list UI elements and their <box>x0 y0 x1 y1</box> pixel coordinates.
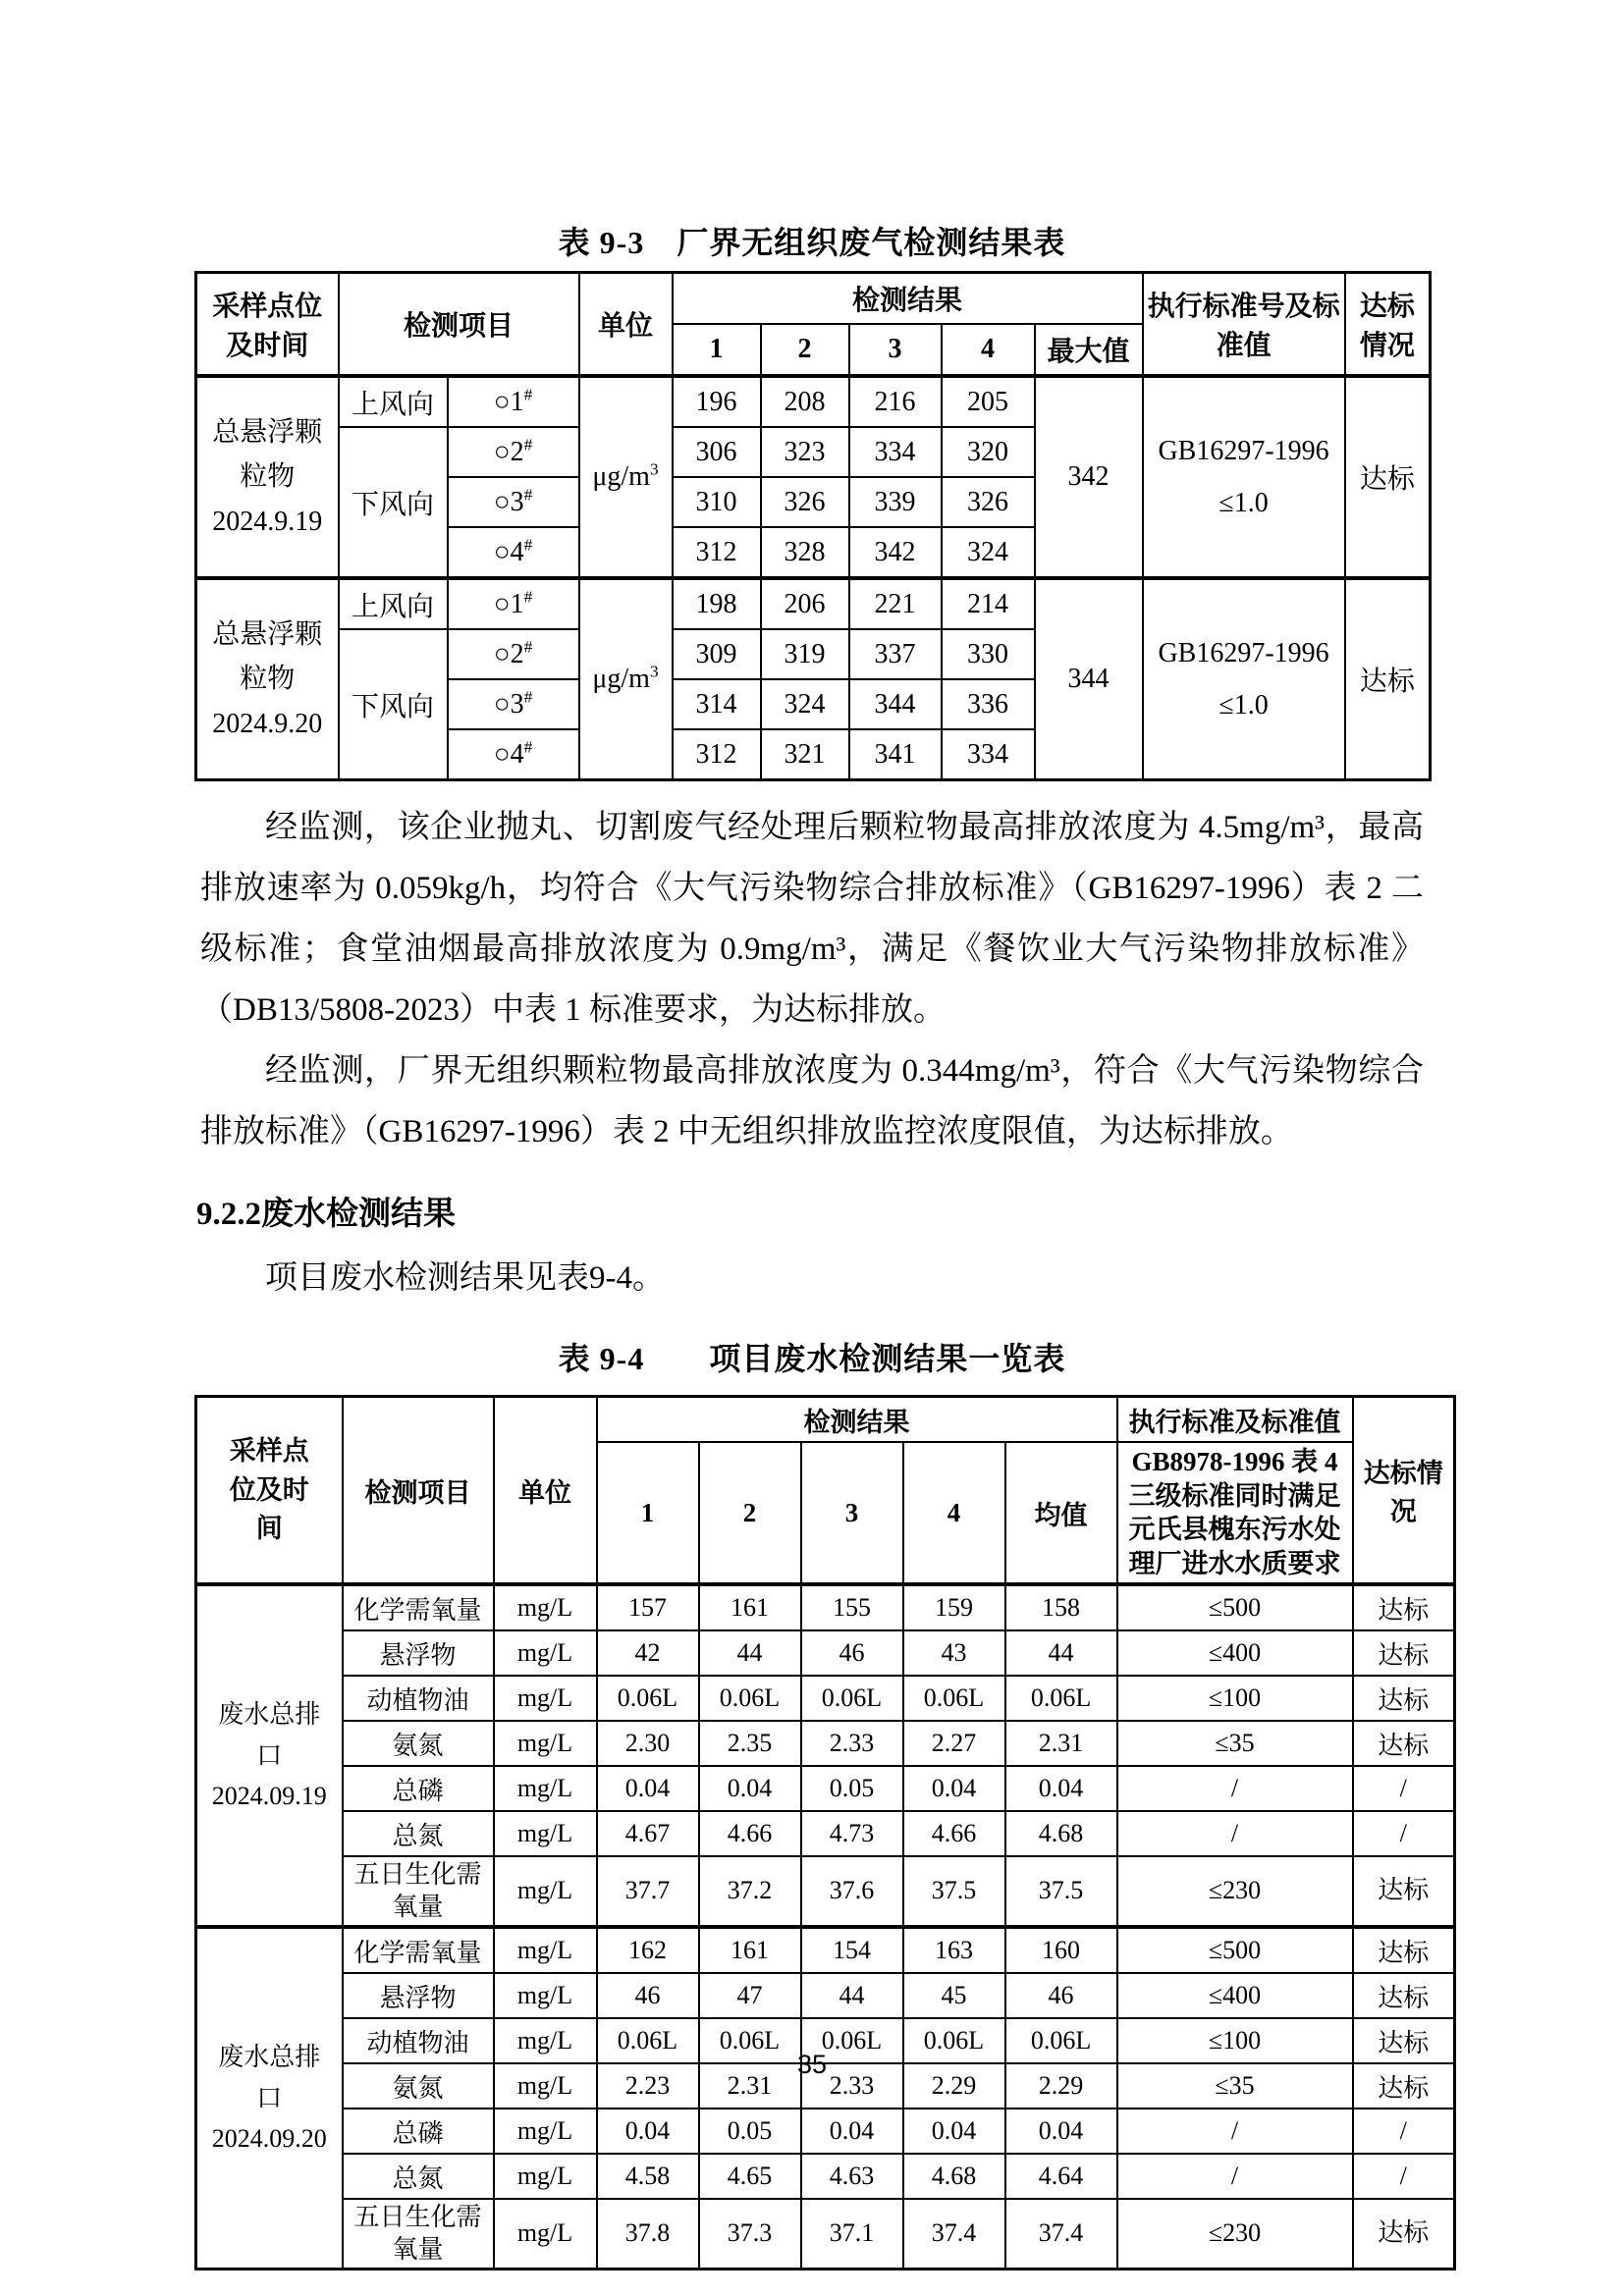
result-cell: 155 <box>801 1584 903 1630</box>
table2-header-row-1 <box>196 1397 1455 1443</box>
standard-cell: ≤100 <box>1117 1676 1353 1721</box>
analysis-paragraph-2: 经监测，厂界无组织颗粒物最高排放浓度为 0.344mg/m³，符合《大气污染物综合排放标准》（GB16297-1996）表 2 中无组织排放监控浓度限值，为达标排放。 <box>200 1053 1424 1149</box>
wind-direction: 上风向 <box>339 578 448 629</box>
result-cell: 0.06L <box>801 1676 903 1721</box>
result-cell: 205 <box>942 376 1035 427</box>
result-cell: 214 <box>942 578 1035 629</box>
standard-cell: ≤230 <box>1117 2199 1353 2269</box>
result-cell: 37.7 <box>597 1856 699 1927</box>
unit-cell: mg/L <box>494 2199 597 2269</box>
point-label <box>448 376 579 427</box>
result-cell: 162 <box>597 1927 699 1973</box>
t2-header-item: 检测项目 <box>343 1397 494 1585</box>
result-cell: 37.5 <box>903 1856 1005 1927</box>
result-cell: 341 <box>849 729 942 780</box>
sample-date: 2024.09.19 <box>211 1782 327 1811</box>
item-cell: 五日生化需氧量 <box>343 2199 494 2269</box>
result-cell: 4.66 <box>699 1811 801 1856</box>
standard-cell: ≤400 <box>1117 1630 1353 1676</box>
result-cell: 309 <box>673 629 761 679</box>
result-cell: 326 <box>761 477 849 527</box>
mean-cell: 44 <box>1005 1630 1117 1676</box>
table-row <box>196 2154 1455 2199</box>
sample-name: 总悬浮颗粒物 <box>212 416 323 493</box>
result-cell: 0.04 <box>597 1766 699 1811</box>
item-cell: 氨氮 <box>343 1721 494 1766</box>
t2-header-num-3: 3 <box>801 1442 903 1584</box>
result-cell: 0.05 <box>801 1766 903 1811</box>
page-content <box>194 0 1443 2270</box>
point-base: ○3 <box>493 486 524 517</box>
result-cell: 2.33 <box>801 2063 903 2109</box>
table1-title: 表 9-3 厂界无组织废气检测结果表 <box>558 225 1066 260</box>
point-sup: # <box>523 687 533 707</box>
mean-cell: 0.04 <box>1005 1766 1117 1811</box>
unit-sup: 3 <box>649 662 659 681</box>
table1-header-row-1 <box>196 273 1431 325</box>
result-cell: 337 <box>849 629 942 679</box>
item-cell: 五日生化需氧量 <box>343 1856 494 1927</box>
table-row <box>196 1856 1455 1927</box>
result-cell: 2.27 <box>903 1721 1005 1766</box>
mean-cell: 158 <box>1005 1584 1117 1630</box>
compliance-cell: 达标 <box>1353 1927 1455 1973</box>
mean-cell: 0.04 <box>1005 2109 1117 2154</box>
standard-cell: / <box>1117 1766 1353 1811</box>
unit-cell: mg/L <box>494 1584 597 1630</box>
result-cell: 44 <box>801 1973 903 2018</box>
unit-cell: mg/L <box>494 1927 597 1973</box>
result-cell: 2.30 <box>597 1721 699 1766</box>
item-cell: 悬浮物 <box>343 1630 494 1676</box>
item-cell: 氨氮 <box>343 2063 494 2109</box>
result-cell: 310 <box>673 477 761 527</box>
unit-cell: mg/L <box>494 1630 597 1676</box>
result-cell: 336 <box>942 679 1035 729</box>
t2-header-unit: 单位 <box>494 1397 597 1585</box>
compliance-cell: 达标 <box>1353 1721 1455 1766</box>
result-cell: 37.3 <box>699 2199 801 2269</box>
result-cell: 4.67 <box>597 1811 699 1856</box>
item-cell: 总氮 <box>343 1811 494 1856</box>
sample-date: 2024.09.20 <box>211 2124 327 2154</box>
analysis-paragraph-1: 经监测，该企业抛丸、切割废气经处理后颗粒物最高排放浓度为 4.5mg/m³，最高排放速率为 0.059kg/h，均符合《大气污染物综合排放标准》（GB16297-1996）表 2 二级标准；食堂油烟最高排放浓度为 0.9mg/m³，满足《餐饮业大气污染物排放标准》（DB13/5808-2023）中表 1 标准要求，为达标排放。 <box>200 810 1424 1028</box>
result-cell: 334 <box>849 427 942 477</box>
table-row <box>196 1811 1455 1856</box>
point-base: ○4 <box>493 738 524 770</box>
mean-cell: 4.68 <box>1005 1811 1117 1856</box>
t1-header-standard: 执行标准号及标准值 <box>1143 273 1345 377</box>
point-sup: # <box>523 737 533 757</box>
compliance-cell: 达标 <box>1353 2199 1455 2269</box>
unit-cell: mg/L <box>494 2063 597 2109</box>
standard-limit: ≤1.0 <box>1218 488 1269 518</box>
point-base: ○2 <box>493 436 524 467</box>
point-sup: # <box>523 535 533 555</box>
item-cell: 总磷 <box>343 1766 494 1811</box>
result-cell: 319 <box>761 629 849 679</box>
result-cell: 0.06L <box>699 1676 801 1721</box>
result-cell: 2.35 <box>699 1721 801 1766</box>
unit-sup: 3 <box>649 459 659 479</box>
wind-direction: 下风向 <box>339 629 448 780</box>
table-row <box>196 1766 1455 1811</box>
t1-g1-sample-cell <box>196 376 339 578</box>
result-cell: 320 <box>942 427 1035 477</box>
unit-cell: mg/L <box>494 1973 597 2018</box>
result-cell: 163 <box>903 1927 1005 1973</box>
result-cell: 0.04 <box>903 2109 1005 2154</box>
result-cell: 324 <box>761 679 849 729</box>
result-cell: 221 <box>849 578 942 629</box>
table-row <box>196 1721 1455 1766</box>
section-intro: 项目废水检测结果见表9-4。 <box>265 1260 665 1296</box>
compliance-cell: / <box>1353 2109 1455 2154</box>
t2-g2-sample-cell <box>196 1927 343 2269</box>
mean-cell: 37.5 <box>1005 1856 1117 1927</box>
result-cell: 196 <box>673 376 761 427</box>
result-cell: 0.06L <box>597 2018 699 2063</box>
standard-limit: ≤1.0 <box>1218 690 1269 721</box>
t1-header-compliance: 达标情况 <box>1345 273 1431 377</box>
unit-cell: mg/L <box>494 2154 597 2199</box>
result-cell: 157 <box>597 1584 699 1630</box>
result-cell: 324 <box>942 527 1035 578</box>
result-cell: 37.1 <box>801 2199 903 2269</box>
standard-code: GB16297-1996 <box>1158 637 1329 668</box>
unit-cell: mg/L <box>494 1676 597 1721</box>
compliance-cell: 达标 <box>1353 1676 1455 1721</box>
result-cell: 216 <box>849 376 942 427</box>
unit-cell <box>579 578 673 780</box>
result-cell: 312 <box>673 729 761 780</box>
result-cell: 314 <box>673 679 761 729</box>
compliance-cell: 达标 <box>1345 376 1431 578</box>
standard-code: GB16297-1996 <box>1158 435 1329 466</box>
mean-cell: 0.06L <box>1005 2018 1117 2063</box>
wind-direction: 上风向 <box>339 376 448 427</box>
sample-name: 废水总排口 <box>218 1700 321 1770</box>
table-row <box>196 376 1431 427</box>
t1-header-unit: 单位 <box>579 273 673 377</box>
point-base: ○3 <box>493 688 524 720</box>
t1-header-max: 最大值 <box>1035 324 1143 376</box>
mean-cell: 160 <box>1005 1927 1117 1973</box>
result-cell: 342 <box>849 527 942 578</box>
t1-header-num-1: 1 <box>673 324 761 376</box>
compliance-cell: / <box>1353 2154 1455 2199</box>
result-cell: 37.2 <box>699 1856 801 1927</box>
result-cell: 339 <box>849 477 942 527</box>
t1-g2-sample-cell <box>196 578 339 780</box>
sample-name: 废水总排口 <box>218 2043 321 2112</box>
result-cell: 46 <box>801 1630 903 1676</box>
max-value-cell: 344 <box>1035 578 1143 780</box>
compliance-cell: 达标 <box>1353 1584 1455 1630</box>
standard-cell: / <box>1117 1811 1353 1856</box>
compliance-cell: 达标 <box>1353 2063 1455 2109</box>
result-cell: 161 <box>699 1927 801 1973</box>
unit-cell: mg/L <box>494 1856 597 1927</box>
result-cell: 4.73 <box>801 1811 903 1856</box>
unit-cell: mg/L <box>494 2018 597 2063</box>
result-cell: 4.65 <box>699 2154 801 2199</box>
item-cell: 动植物油 <box>343 1676 494 1721</box>
item-cell: 化学需氧量 <box>343 1927 494 1973</box>
result-cell: 4.63 <box>801 2154 903 2199</box>
point-base: ○1 <box>493 588 524 619</box>
result-cell: 312 <box>673 527 761 578</box>
t2-header-standard-detail: GB8978-1996 表 4 三级标准同时满足元氏县槐东污水处理厂进水水质要求 <box>1117 1442 1353 1584</box>
result-cell: 4.68 <box>903 2154 1005 2199</box>
compliance-cell: 达标 <box>1353 2018 1455 2063</box>
point-label <box>448 578 579 629</box>
item-cell: 总磷 <box>343 2109 494 2154</box>
result-cell: 321 <box>761 729 849 780</box>
t1-header-num-3: 3 <box>849 324 942 376</box>
t2-header-results: 检测结果 <box>597 1397 1117 1443</box>
result-cell: 4.58 <box>597 2154 699 2199</box>
point-label <box>448 477 579 527</box>
result-cell: 4.66 <box>903 1811 1005 1856</box>
result-cell: 0.04 <box>699 1766 801 1811</box>
result-cell: 0.04 <box>597 2109 699 2154</box>
standard-cell: / <box>1117 2154 1353 2199</box>
point-label <box>448 527 579 578</box>
result-cell: 45 <box>903 1973 1005 2018</box>
result-cell: 44 <box>699 1630 801 1676</box>
t2-header-standard: 执行标准及标准值 <box>1117 1397 1353 1443</box>
mean-cell: 46 <box>1005 1973 1117 2018</box>
standard-cell: ≤400 <box>1117 1973 1353 2018</box>
table-row <box>196 2199 1455 2269</box>
result-cell: 330 <box>942 629 1035 679</box>
result-cell: 328 <box>761 527 849 578</box>
result-cell: 326 <box>942 477 1035 527</box>
compliance-cell: 达标 <box>1353 1856 1455 1927</box>
t1-header-num-4: 4 <box>942 324 1035 376</box>
page-number: 35 <box>796 2050 828 2079</box>
standard-cell <box>1143 376 1345 578</box>
unit-base: μg/m <box>592 664 650 694</box>
point-sup: # <box>523 587 533 607</box>
table-row <box>196 1584 1455 1630</box>
compliance-cell: 达标 <box>1353 1630 1455 1676</box>
result-cell: 2.23 <box>597 2063 699 2109</box>
compliance-cell: / <box>1353 1766 1455 1811</box>
item-cell: 动植物油 <box>343 2018 494 2063</box>
result-cell: 344 <box>849 679 942 729</box>
result-cell: 159 <box>903 1584 1005 1630</box>
unit-cell: mg/L <box>494 2109 597 2154</box>
table-row <box>196 1927 1455 1973</box>
t2-header-num-2: 2 <box>699 1442 801 1584</box>
result-cell: 323 <box>761 427 849 477</box>
result-cell: 306 <box>673 427 761 477</box>
unit-cell <box>579 376 673 578</box>
result-cell: 37.6 <box>801 1856 903 1927</box>
section-heading: 9.2.2废水检测结果 <box>196 1197 456 1232</box>
result-cell: 154 <box>801 1927 903 1973</box>
standard-cell: ≤35 <box>1117 1721 1353 1766</box>
result-cell: 208 <box>761 376 849 427</box>
result-cell: 334 <box>942 729 1035 780</box>
point-sup: # <box>523 435 533 454</box>
unit-cell: mg/L <box>494 1721 597 1766</box>
table-row <box>196 2109 1455 2154</box>
result-cell: 206 <box>761 578 849 629</box>
compliance-cell: 达标 <box>1353 1973 1455 2018</box>
unit-cell: mg/L <box>494 1811 597 1856</box>
wastewater-results-table <box>194 1395 1456 2270</box>
result-cell: 37.8 <box>597 2199 699 2269</box>
result-cell: 161 <box>699 1584 801 1630</box>
t2-header-mean: 均值 <box>1005 1442 1117 1584</box>
table-row <box>196 1676 1455 1721</box>
t1-header-item: 检测项目 <box>339 273 579 377</box>
table-row <box>196 1630 1455 1676</box>
result-cell: 2.31 <box>699 2063 801 2109</box>
standard-cell: ≤500 <box>1117 1927 1353 1973</box>
standard-cell <box>1143 578 1345 780</box>
table2-title: 表 9-4 项目废水检测结果一览表 <box>558 1341 1066 1376</box>
point-base: ○2 <box>493 638 524 669</box>
point-sup: # <box>523 485 533 505</box>
table-row <box>196 578 1431 629</box>
mean-cell: 37.4 <box>1005 2199 1117 2269</box>
result-cell: 37.4 <box>903 2199 1005 2269</box>
mean-cell: 4.64 <box>1005 2154 1117 2199</box>
result-cell: 2.29 <box>903 2063 1005 2109</box>
sample-date: 2024.9.20 <box>212 708 323 739</box>
point-sup: # <box>523 385 533 404</box>
result-cell: 0.04 <box>903 1766 1005 1811</box>
result-cell: 0.06L <box>903 1676 1005 1721</box>
mean-cell: 2.29 <box>1005 2063 1117 2109</box>
standard-cell: ≤100 <box>1117 2018 1353 2063</box>
compliance-cell: / <box>1353 1811 1455 1856</box>
waste-gas-results-table <box>194 271 1432 781</box>
result-cell: 42 <box>597 1630 699 1676</box>
t2-header-num-4: 4 <box>903 1442 1005 1584</box>
item-cell: 悬浮物 <box>343 1973 494 2018</box>
item-cell: 化学需氧量 <box>343 1584 494 1630</box>
result-cell: 0.06L <box>903 2018 1005 2063</box>
t1-header-sample: 采样点位及时间 <box>196 273 339 377</box>
item-cell: 总氮 <box>343 2154 494 2199</box>
table-row <box>196 1973 1455 2018</box>
t1-header-num-2: 2 <box>761 324 849 376</box>
wind-direction: 下风向 <box>339 427 448 578</box>
standard-cell: ≤500 <box>1117 1584 1353 1630</box>
t2-header-sample: 采样点位及时间 <box>196 1397 343 1585</box>
t2-header-num-1: 1 <box>597 1442 699 1584</box>
t2-header-compliance: 达标情况 <box>1353 1397 1455 1585</box>
result-cell: 0.06L <box>597 1676 699 1721</box>
point-sup: # <box>523 637 533 657</box>
t2-g1-sample-cell <box>196 1584 343 1927</box>
result-cell: 2.33 <box>801 1721 903 1766</box>
result-cell: 198 <box>673 578 761 629</box>
standard-cell: / <box>1117 2109 1353 2154</box>
result-cell: 46 <box>597 1973 699 2018</box>
result-cell: 43 <box>903 1630 1005 1676</box>
sample-date: 2024.9.19 <box>212 506 323 537</box>
result-cell: 0.06L <box>801 2018 903 2063</box>
compliance-cell: 达标 <box>1345 578 1431 780</box>
unit-base: μg/m <box>592 461 650 492</box>
point-label <box>448 427 579 477</box>
point-label <box>448 679 579 729</box>
mean-cell: 0.06L <box>1005 1676 1117 1721</box>
result-cell: 47 <box>699 1973 801 2018</box>
sample-name: 总悬浮颗粒物 <box>212 618 323 695</box>
point-label <box>448 729 579 780</box>
standard-cell: ≤230 <box>1117 1856 1353 1927</box>
t1-header-results: 检测结果 <box>673 273 1143 325</box>
standard-cell: ≤35 <box>1117 2063 1353 2109</box>
point-base: ○4 <box>493 536 524 567</box>
unit-cell: mg/L <box>494 1766 597 1811</box>
mean-cell: 2.31 <box>1005 1721 1117 1766</box>
point-label <box>448 629 579 679</box>
result-cell: 0.06L <box>699 2018 801 2063</box>
max-value-cell: 342 <box>1035 376 1143 578</box>
point-base: ○1 <box>493 386 524 417</box>
result-cell: 0.04 <box>801 2109 903 2154</box>
result-cell: 0.05 <box>699 2109 801 2154</box>
